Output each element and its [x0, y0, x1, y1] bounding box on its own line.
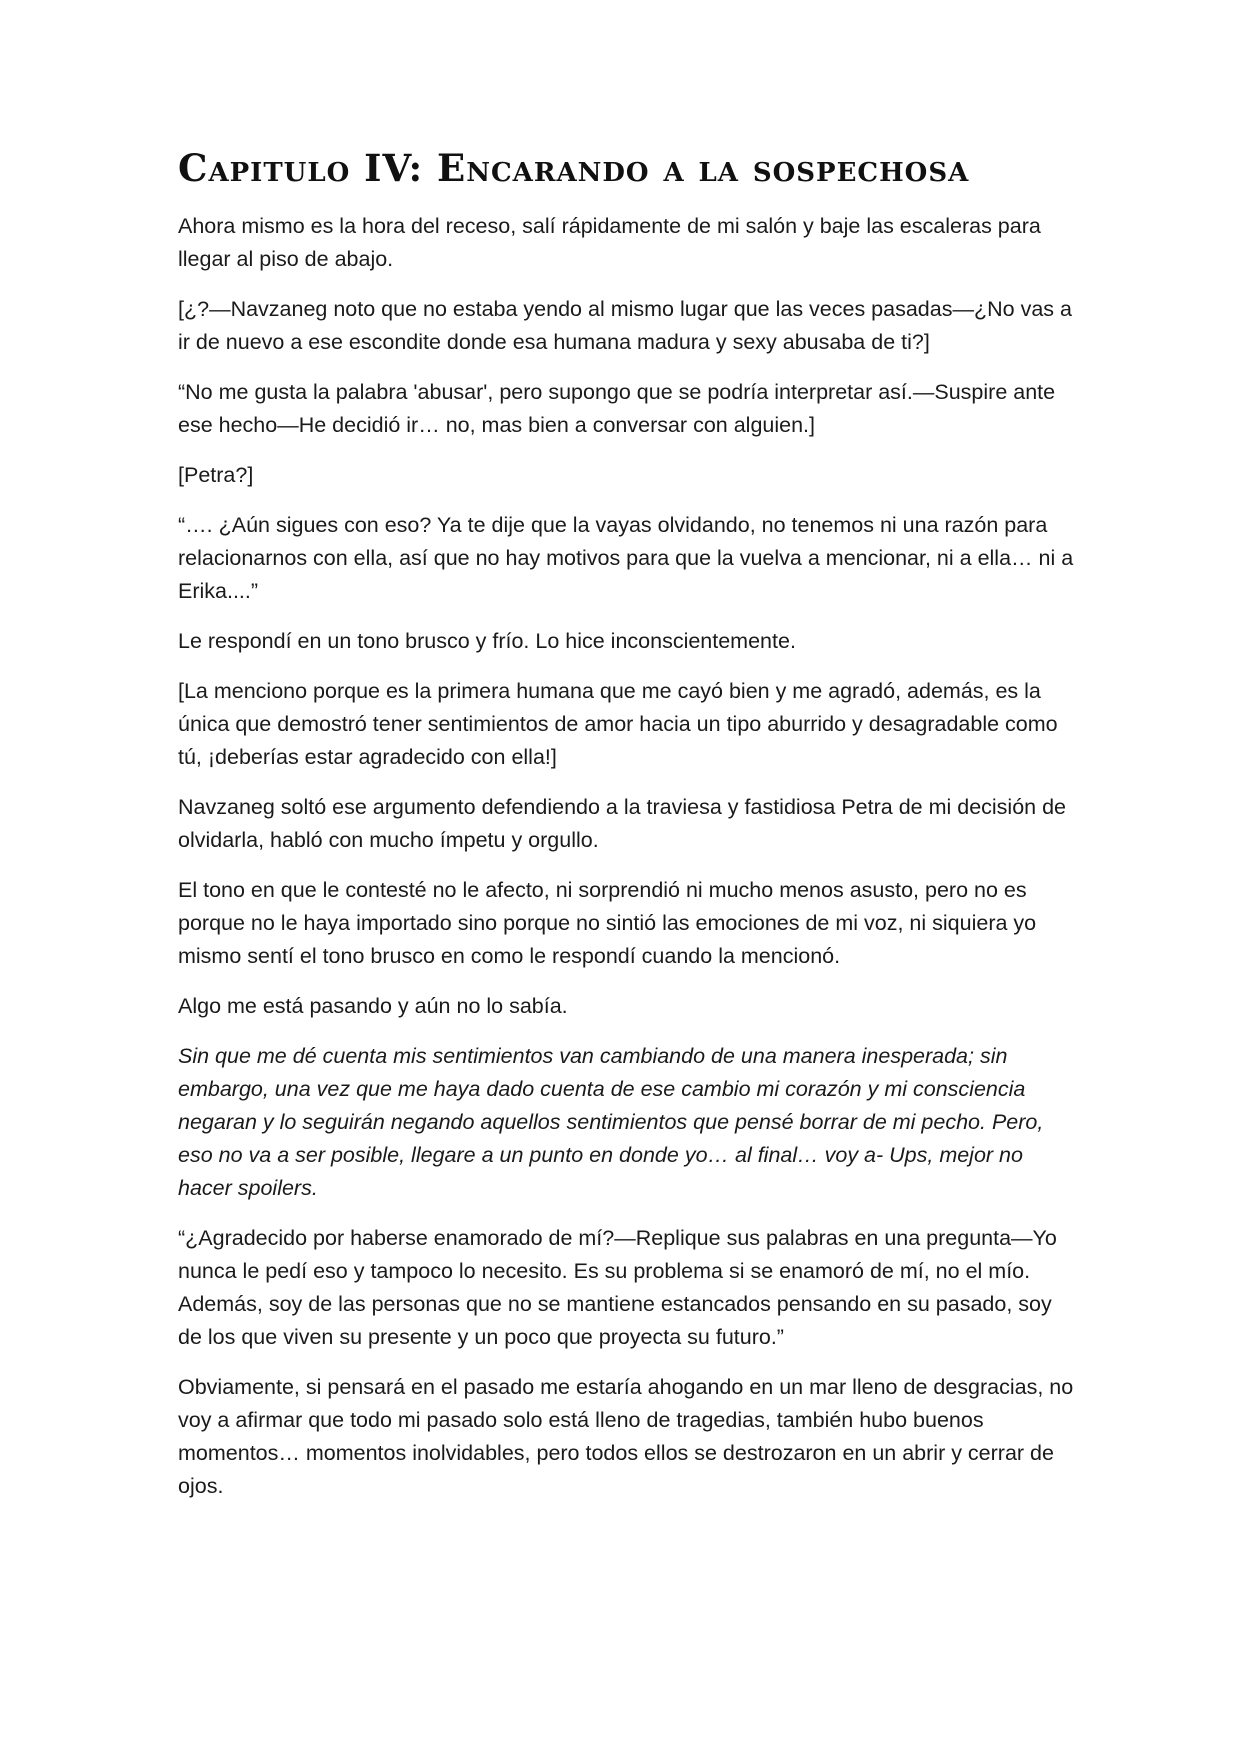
paragraph: Algo me está pasando y aún no lo sabía.	[178, 994, 568, 1018]
paragraph: [¿?—Navzaneg noto que no estaba yendo al mismo lugar que las veces pasadas—¿No vas a ir de nuevo a ese escondite donde esa humana madura y sexy abusaba de ti?]	[178, 297, 1072, 354]
paragraph: [Petra?]	[178, 463, 254, 487]
paragraph: “No me gusta la palabra 'abusar', pero supongo que se podría interpretar así.—Suspire ante ese hecho—He decidió ir… no, mas bien a conversar con alguien.]	[178, 380, 1056, 437]
italic-paragraph: Sin que me dé cuenta mis sentimientos van cambiando de una manera inesperada; sin embargo, una vez que me haya dado cuenta de ese cambio mi corazón y mi consciencia negaran y lo seguirán negando aquellos sentimientos que pensé borrar de mi pecho. Pero, eso no va a ser posible, llegare a un punto en donde yo… al final… voy a- Ups, mejor no hacer spoilers.	[178, 1044, 1044, 1200]
chapter-title: Capitulo IV: Encarando a la sospechosa	[178, 146, 970, 190]
paragraph: Obviamente, si pensará en el pasado me estaría ahogando en un mar lleno de desgracias, no voy a afirmar que todo mi pasado solo está lleno de tragedias, también hubo buenos momentos… momentos inolvidables, pero todos ellos se destrozaron en un abrir y cerrar de ojos.	[178, 1375, 1074, 1498]
paragraph: “…. ¿Aún sigues con eso? Ya te dije que la vayas olvidando, no tenemos ni una razón para relacionarnos con ella, así que no hay motivos para que la vuelva a mencionar, ni a ella… ni a Erika....”	[178, 513, 1074, 603]
paragraph-list	[178, 210, 1078, 1503]
paragraph: “¿Agradecido por haberse enamorado de mí?—Replique sus palabras en una pregunta—Yo nunca le pedí eso y tampoco lo necesito. Es su problema si se enamoró de mí, no el mío. Además, soy de las personas que no se mantiene estancados pensando en su pasado, soy de los que viven su presente y un poco que proyecta su futuro.”	[178, 1226, 1057, 1349]
paragraph: [La menciono porque es la primera humana que me cayó bien y me agradó, además, es la única que demostró tener sentimientos de amor hacia un tipo aburrido y desagradable como tú, ¡deberías estar agradecido con ella!]	[178, 679, 1058, 769]
paragraph: Navzaneg soltó ese argumento defendiendo a la traviesa y fastidiosa Petra de mi decisión de olvidarla, habló con mucho ímpetu y orgullo.	[178, 795, 1067, 852]
paragraph: El tono en que le contesté no le afecto, ni sorprendió ni mucho menos asusto, pero no es porque no le haya importado sino porque no sintió las emociones de mi voz, ni siquiera yo mismo sentí el tono brusco en como le respondí cuando la mencionó.	[178, 878, 1037, 968]
page-content	[178, 146, 1078, 1520]
paragraph: Ahora mismo es la hora del receso, salí rápidamente de mi salón y baje las escaleras para llegar al piso de abajo.	[178, 214, 1041, 271]
paragraph: Le respondí en un tono brusco y frío. Lo hice inconscientemente.	[178, 629, 796, 653]
